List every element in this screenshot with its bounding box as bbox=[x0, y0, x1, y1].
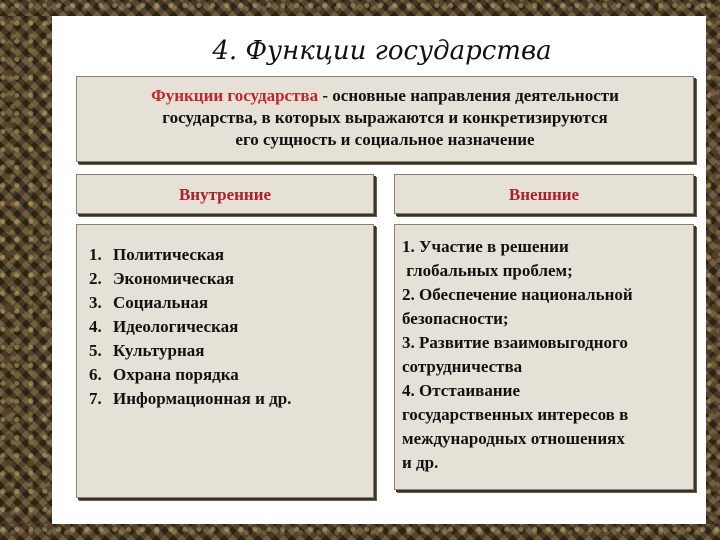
decorative-border-top bbox=[0, 0, 720, 16]
list-item-label: Культурная bbox=[113, 341, 205, 360]
list-item bbox=[89, 363, 373, 387]
internal-functions-list bbox=[76, 224, 374, 498]
external-line: 1. Участие в решении bbox=[402, 237, 569, 256]
definition-line-3: его сущность и социальное назначение bbox=[235, 130, 535, 149]
decorative-border-bottom bbox=[0, 524, 720, 540]
list-item-label: Экономическая bbox=[113, 269, 235, 288]
definition-term: Функции государства bbox=[151, 86, 319, 105]
list-item bbox=[89, 267, 373, 291]
external-line: и др. bbox=[402, 453, 439, 472]
list-item-number: 2. bbox=[89, 269, 102, 288]
list-item bbox=[89, 339, 373, 363]
internal-header-label: Внутренние bbox=[178, 185, 272, 204]
list-item bbox=[89, 243, 373, 267]
external-line: 4. Отстаивание bbox=[402, 381, 520, 400]
list-item-number: 5. bbox=[89, 341, 102, 360]
external-functions-list bbox=[394, 224, 694, 490]
list-item bbox=[89, 387, 373, 411]
external-line: безопасности; bbox=[402, 309, 509, 328]
decorative-border-left bbox=[0, 0, 52, 540]
external-line: 3. Развитие взаимовыгодного bbox=[402, 333, 628, 352]
external-header-label: Внешние bbox=[508, 185, 580, 204]
definition-line-1-rest: - основные направления деятельности bbox=[318, 86, 619, 105]
list-item-label: Политическая bbox=[113, 245, 225, 264]
internal-functions-header bbox=[76, 174, 374, 214]
list-item-label: Охрана порядка bbox=[113, 365, 239, 384]
slide-title: 4. Функции государства bbox=[212, 36, 552, 66]
definition-line-2: государства, в которых выражаются и конкретизируются bbox=[162, 108, 608, 127]
list-item-label: Информационная и др. bbox=[113, 389, 292, 408]
list-item-number: 7. bbox=[89, 389, 102, 408]
definition-line-1 bbox=[77, 85, 693, 107]
definition-box bbox=[76, 76, 694, 162]
external-line: международных отношениях bbox=[402, 429, 625, 448]
list-item-number: 6. bbox=[89, 365, 102, 384]
list-item-number: 4. bbox=[89, 317, 102, 336]
external-line: 2. Обеспечение национальной bbox=[402, 285, 633, 304]
decorative-border-right bbox=[706, 0, 720, 540]
list-item bbox=[89, 291, 373, 315]
list-item bbox=[89, 315, 373, 339]
external-line: сотрудничества bbox=[402, 357, 523, 376]
list-item-number: 1. bbox=[89, 245, 102, 264]
list-item-label: Социальная bbox=[113, 293, 209, 312]
external-line: государственных интересов в bbox=[402, 405, 629, 424]
list-item-number: 3. bbox=[89, 293, 102, 312]
list-item-label: Идеологическая bbox=[113, 317, 239, 336]
external-line: глобальных проблем; bbox=[402, 261, 573, 280]
external-functions-header bbox=[394, 174, 694, 214]
